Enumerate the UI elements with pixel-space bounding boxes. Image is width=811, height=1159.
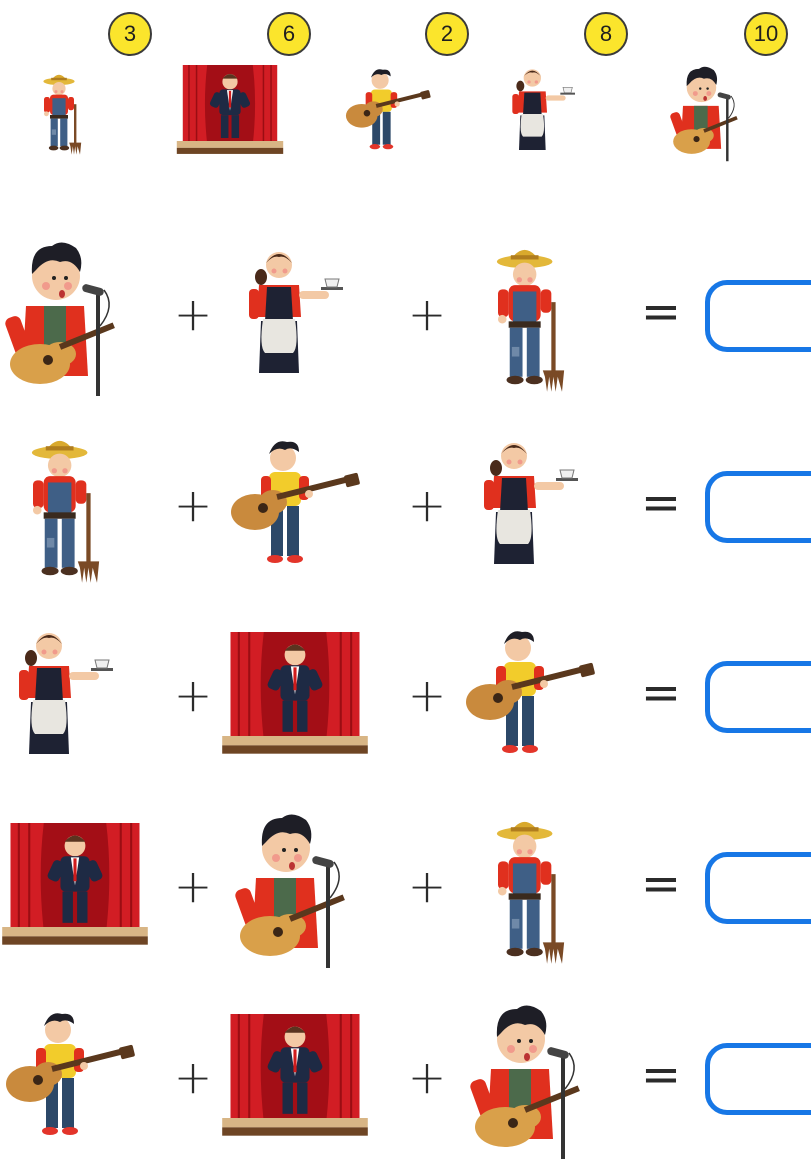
plus-sign: + xyxy=(173,668,213,722)
key-value-badge-guitarist: 2 xyxy=(425,12,469,56)
equation-5-term-2-stage-host xyxy=(220,1014,370,1144)
plus-sign: + xyxy=(407,668,447,722)
equation-3-term-3-guitarist xyxy=(460,622,600,772)
equation-2-term-2-guitarist xyxy=(225,432,365,582)
equation-1-term-3-farmer xyxy=(475,236,585,396)
answer-box-4[interactable] xyxy=(705,852,811,924)
plus-sign: + xyxy=(173,1050,213,1104)
key-figure-guitarist xyxy=(342,60,434,165)
key-value-badge-waitress: 8 xyxy=(584,12,628,56)
equals-sign: = xyxy=(640,284,682,340)
key-figure-waitress xyxy=(503,57,583,167)
plus-sign: + xyxy=(407,1050,447,1104)
plus-sign: + xyxy=(173,859,213,913)
plus-sign: + xyxy=(407,859,447,913)
equation-4-term-3-farmer xyxy=(475,808,585,968)
equation-5-term-3-singer xyxy=(465,999,595,1159)
equation-2-term-3-waitress xyxy=(470,432,590,582)
equation-1-term-2-waitress xyxy=(235,241,355,391)
key-value-badge-singer: 10 xyxy=(744,12,788,56)
plus-sign: + xyxy=(173,478,213,532)
answer-box-3[interactable] xyxy=(705,661,811,733)
equals-sign: = xyxy=(640,856,682,912)
key-figure-farmer xyxy=(32,57,92,167)
key-value-badge-farmer: 3 xyxy=(108,12,152,56)
plus-sign: + xyxy=(407,287,447,341)
equation-5-term-1-guitarist xyxy=(0,1004,140,1154)
answer-box-1[interactable] xyxy=(705,280,811,352)
equation-2-term-1-farmer xyxy=(10,427,120,587)
equation-4-term-1-stage-host xyxy=(0,823,150,953)
equation-3-term-2-stage-host xyxy=(220,632,370,762)
equals-sign: = xyxy=(640,665,682,721)
key-value-badge-stage-host: 6 xyxy=(267,12,311,56)
plus-sign: + xyxy=(173,287,213,341)
key-figure-stage-host xyxy=(175,65,285,160)
answer-box-2[interactable] xyxy=(705,471,811,543)
plus-sign: + xyxy=(407,478,447,532)
equation-1-term-1-singer xyxy=(0,236,130,396)
answer-box-5[interactable] xyxy=(705,1043,811,1115)
equals-sign: = xyxy=(640,475,682,531)
equation-3-term-1-waitress xyxy=(5,622,125,772)
key-figure-singer xyxy=(667,57,747,167)
equals-sign: = xyxy=(640,1047,682,1103)
equation-4-term-2-singer xyxy=(230,808,360,968)
